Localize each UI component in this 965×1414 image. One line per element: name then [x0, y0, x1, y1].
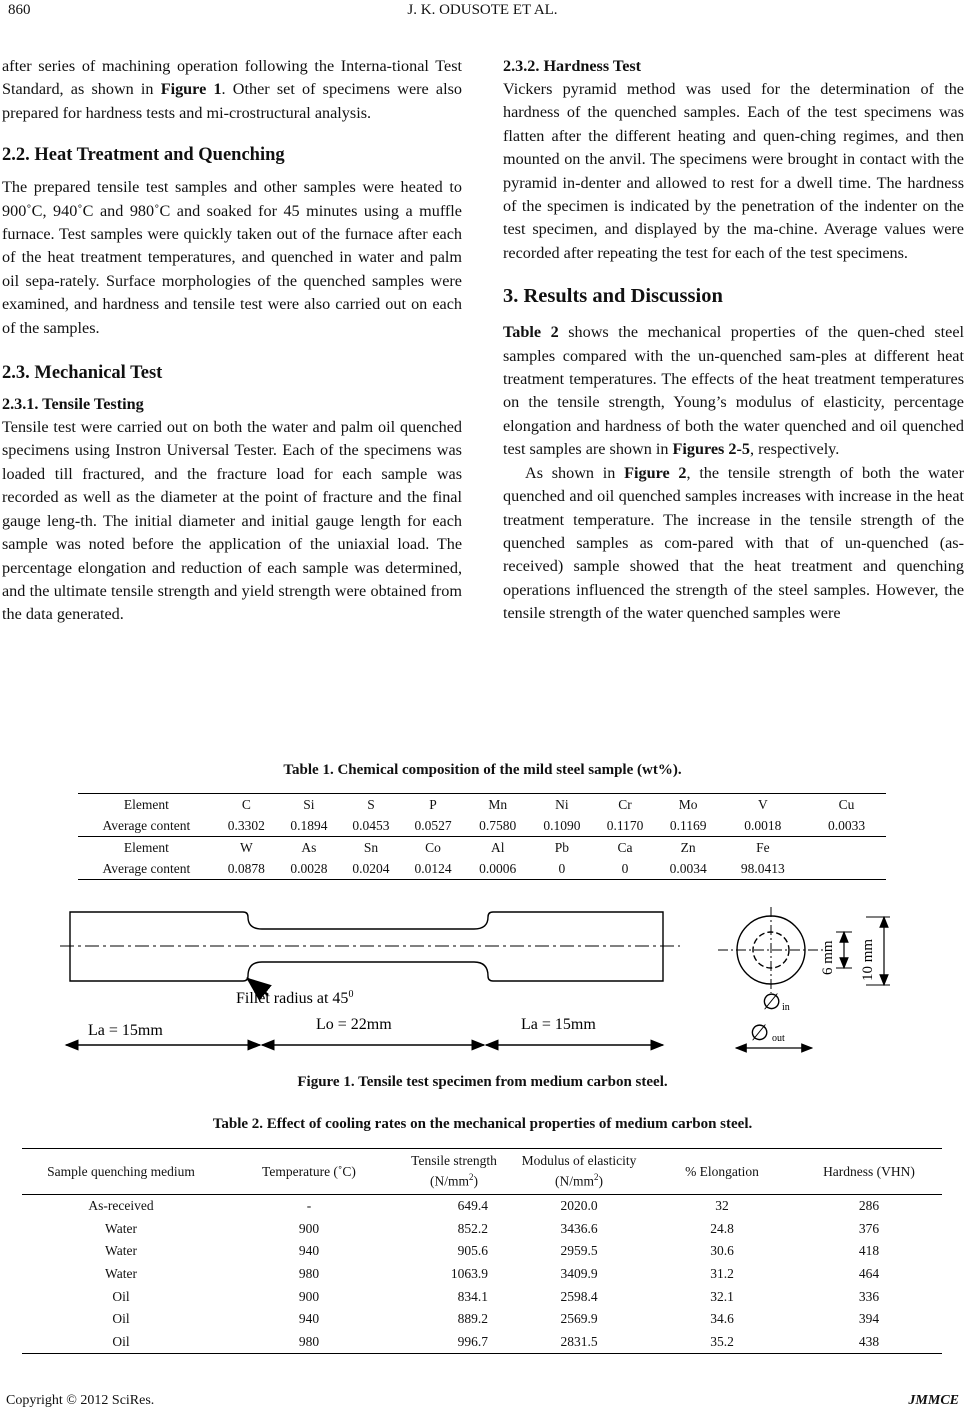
table-cell: 438: [858, 1333, 880, 1349]
table-cell: 649.4: [457, 1198, 488, 1214]
table1: [78, 793, 886, 880]
section-heading: 3. Results and Discussion: [503, 285, 723, 308]
table-cell: [807, 837, 886, 859]
table-cell: Al: [464, 837, 531, 859]
section-heading: 2.2. Heat Treatment and Quenching: [2, 145, 285, 166]
table-cell: 0.0878: [227, 860, 265, 876]
table-cell: Oil: [112, 1333, 130, 1349]
footer-copyright: Copyright © 2012 SciRes.: [6, 1393, 155, 1408]
table-cell: 900: [298, 1220, 320, 1236]
table-cell: As-received: [88, 1198, 154, 1214]
table-cell: 940: [298, 1243, 320, 1259]
table-cell: P: [402, 794, 464, 816]
right-column: [503, 55, 964, 626]
table-cell: Pb: [531, 837, 592, 859]
table-cell: 2598.4: [560, 1288, 598, 1304]
table-cell: 24.8: [710, 1220, 734, 1236]
lo-label: Lo = 22mm: [316, 1016, 392, 1033]
table-cell: 376: [858, 1220, 880, 1236]
table-cell: 394: [858, 1311, 880, 1327]
table-cell: 0.0453: [352, 817, 390, 833]
table-cell: 336: [858, 1288, 880, 1304]
figure-ref[interactable]: Figures 2-5: [672, 440, 750, 459]
phi-out-label: out: [772, 1033, 785, 1044]
running-header-authors: J. K. ODUSOTE ET AL.: [407, 2, 558, 18]
table-cell: Ni: [531, 794, 592, 816]
table-header-cell: Modulus of elasticity $(N/mm^2)$: [510, 1149, 648, 1195]
dim-outer-label: 10 mm: [860, 938, 876, 981]
left-column: [2, 55, 462, 627]
paragraph: Vickers pyramid method was used for the determination of the hardness of the quenched samples. Each of the test specimens was flatten after the different heating and quen-ching regimes, and then mounted on the anvil. The specimens were brought in contact with the pyramid in-denter and allowed to rest for a dwell time. The hardness of the specimen is indicated by the penetration of the indenter on the test specimen, and displayed by the ma-chine. Average values were recorded after repeating the test for each of the test specimens.: [503, 80, 964, 262]
table-cell: Ca: [592, 837, 657, 859]
table-cell: 900: [298, 1288, 320, 1304]
section-heading: 2.3. Mechanical Test: [2, 363, 163, 384]
table-cell: 0.1169: [669, 817, 707, 833]
table-cell: 286: [858, 1198, 880, 1214]
paragraph: Tensile test were carried out on both the water and palm oil quenched specimens using Instron Universal Tester. Each of the specimens was loaded till fractured, and the fracture load for each sample was recorded as well as the diameter at the point of fracture and the final gauge leng-th. The initial diameter and initial gauge length for each sample was noted before the application of the uniaxial load. The percentage elongation and reduction of each sample was determined, and the ultimate tensile strength and yield strength were obtained from the data generated.: [2, 418, 462, 624]
table-cell: 0.7580: [479, 817, 517, 833]
table-cell: 3409.9: [560, 1266, 598, 1282]
table-cell: 98.0413: [740, 860, 785, 876]
table-cell: Average content: [102, 860, 191, 876]
table-row: [22, 1308, 942, 1331]
table-header-cell: Hardness (VHN): [796, 1149, 942, 1195]
paragraph: after series of machining operation following the Interna-tional Test Standard, as shown in Figure 1. Other set of specimens were also prepared for hardness tests and mi-crostructural analysis.: [2, 57, 463, 122]
table-cell: 2020.0: [560, 1198, 598, 1214]
table-row: [78, 794, 886, 816]
table-cell: As: [278, 837, 340, 859]
table-cell: V: [719, 794, 807, 816]
table-cell: Co: [402, 837, 464, 859]
dim-inner-label: 6 mm: [820, 940, 836, 975]
table-cell: 464: [858, 1266, 880, 1282]
table-cell: C: [215, 794, 278, 816]
table-cell: 980: [298, 1266, 320, 1282]
table-cell: Mo: [658, 794, 719, 816]
table-cell: Oil: [112, 1311, 130, 1327]
table-cell: Sn: [340, 837, 402, 859]
table-cell: 0.0204: [352, 860, 390, 876]
table-cell: 3436.6: [560, 1220, 598, 1236]
table-cell: 0.3302: [227, 817, 265, 833]
table-ref[interactable]: Table 2: [503, 323, 559, 342]
figure1-specimen-drawing: [0, 895, 965, 1070]
table-header-cell: Tensile strength $(N/mm^2)$: [398, 1149, 510, 1195]
table-cell: 418: [858, 1243, 880, 1259]
table-cell: Si: [278, 794, 340, 816]
table-row: [22, 1240, 942, 1263]
subsection-heading: 2.3.1. Tensile Testing: [2, 395, 144, 414]
table-row: [22, 1195, 942, 1218]
la-left-label: La = 15mm: [88, 1022, 163, 1039]
table-cell: 0.1894: [290, 817, 328, 833]
figure-ref[interactable]: Figure 2: [624, 463, 687, 482]
table-header-cell: % Elongation: [648, 1149, 796, 1195]
table-cell: 2831.5: [560, 1333, 598, 1349]
paragraph: As shown in Figure 2, the tensile strength of both the water quenched and oil quenched samples increases with increase in the heat treatment temperature. The increase in the tensile strength of the quenched samples as com-pared with that of un-quenched (as-received) sample showed that the heat treatment and quenching operations influenced the strength of the steel samples. However, the tensile strength of the water quenched samples were: [503, 463, 964, 623]
table-cell: 30.6: [710, 1243, 734, 1259]
figure-ref[interactable]: Figure 1: [160, 80, 222, 99]
table-cell: Fe: [719, 837, 807, 859]
table-cell: 0: [621, 860, 629, 876]
table-row: [22, 1263, 942, 1286]
table-row: [22, 1218, 942, 1241]
table2: [22, 1148, 942, 1354]
table-cell: Element: [78, 837, 215, 859]
table-cell: 0.0033: [827, 817, 866, 833]
table2-caption: Table 2. Effect of cooling rates on the mechanical properties of medium carbon steel.: [212, 1116, 753, 1132]
table-cell: 0.1090: [543, 817, 581, 833]
table-cell: Zn: [658, 837, 719, 859]
fillet-label: Fillet radius at $45^0$: [236, 989, 354, 1007]
table-cell: Oil: [112, 1288, 130, 1304]
table-cell: 0.0124: [414, 860, 452, 876]
table-cell: Cu: [807, 794, 886, 816]
paragraph: Table 2 shows the mechanical properties of the quen-ched steel samples compared with the un-quenched sam-ples at different heat treatment temperatures. The effects of the heat treatment temperatures on the tensile strength, Young’s modulus of elasticity, percentage elongation and hardness of both the water quenched and oil quenched test samples are shown in Figures 2-5, respectively.: [503, 323, 964, 459]
table-cell: Water: [105, 1266, 137, 1282]
table-row: [22, 1331, 942, 1354]
figure1-caption: Figure 1. Tensile test specimen from medium carbon steel.: [297, 1074, 668, 1090]
table-cell: 834.1: [457, 1288, 488, 1304]
table-cell: S: [340, 794, 402, 816]
table-cell: 1063.9: [450, 1266, 488, 1282]
table-row: [78, 837, 886, 859]
table-cell: 0.0018: [744, 817, 782, 833]
table-cell: 0.0006: [479, 860, 517, 876]
table-cell: Element: [78, 794, 215, 816]
phi-out-icon: ∅: [750, 1021, 770, 1046]
table-header-cell: Sample quenching medium: [22, 1149, 220, 1195]
table-cell: [807, 858, 886, 880]
table1-caption: Table 1. Chemical composition of the mild steel sample (wt%).: [283, 762, 682, 778]
table-cell: 2959.5: [560, 1243, 598, 1259]
table-cell: 35.2: [710, 1333, 734, 1349]
table-cell: -: [306, 1198, 312, 1214]
phi-in-icon: ∅: [762, 990, 782, 1015]
table-cell: 852.2: [457, 1220, 488, 1236]
table-cell: 996.7: [457, 1333, 488, 1349]
subsection-heading: 2.3.2. Hardness Test: [503, 57, 642, 75]
table-cell: 31.2: [710, 1266, 734, 1282]
table-cell: 2569.9: [560, 1311, 598, 1327]
table-cell: Cr: [592, 794, 657, 816]
table-header-cell: Temperature (˚C): [220, 1149, 398, 1195]
footer-journal: JMMCE: [908, 1393, 959, 1408]
table-cell: 0.1170: [606, 817, 644, 833]
table-cell: Mn: [464, 794, 531, 816]
table-cell: 0.0034: [669, 860, 707, 876]
table-cell: Average content: [102, 817, 191, 833]
table-cell: 889.2: [457, 1311, 488, 1327]
la-right-label: La = 15mm: [521, 1016, 596, 1033]
table-cell: 0.0028: [290, 860, 328, 876]
table-cell: W: [215, 837, 278, 859]
table-cell: Water: [105, 1243, 137, 1259]
table-cell: 0: [558, 860, 566, 876]
table-cell: Water: [105, 1220, 137, 1236]
page-number: 860: [8, 2, 31, 18]
paragraph: The prepared tensile test samples and other samples were heated to 900˚C, 940˚C and 980˚C and soaked for 45 minutes using a muffle furnace. Test samples were quickly taken out of the furnace after each of the heat treatment temperatures, and quenched in water and palm oil sepa-rately. Surface morphologies of the quenched samples were examined, and hardness and tensile test were also carried out on each of the samples.: [2, 178, 462, 337]
phi-in-label: in: [782, 1002, 790, 1013]
table-cell: 940: [298, 1311, 320, 1327]
table-cell: 32: [715, 1198, 729, 1214]
table-cell: 980: [298, 1333, 320, 1349]
table-cell: 0.0527: [414, 817, 452, 833]
table-row: [22, 1285, 942, 1308]
table-cell: 32.1: [710, 1288, 734, 1304]
table-cell: 905.6: [457, 1243, 488, 1259]
table-cell: 34.6: [710, 1311, 734, 1327]
table-row: [78, 858, 886, 880]
table-row: [78, 815, 886, 837]
